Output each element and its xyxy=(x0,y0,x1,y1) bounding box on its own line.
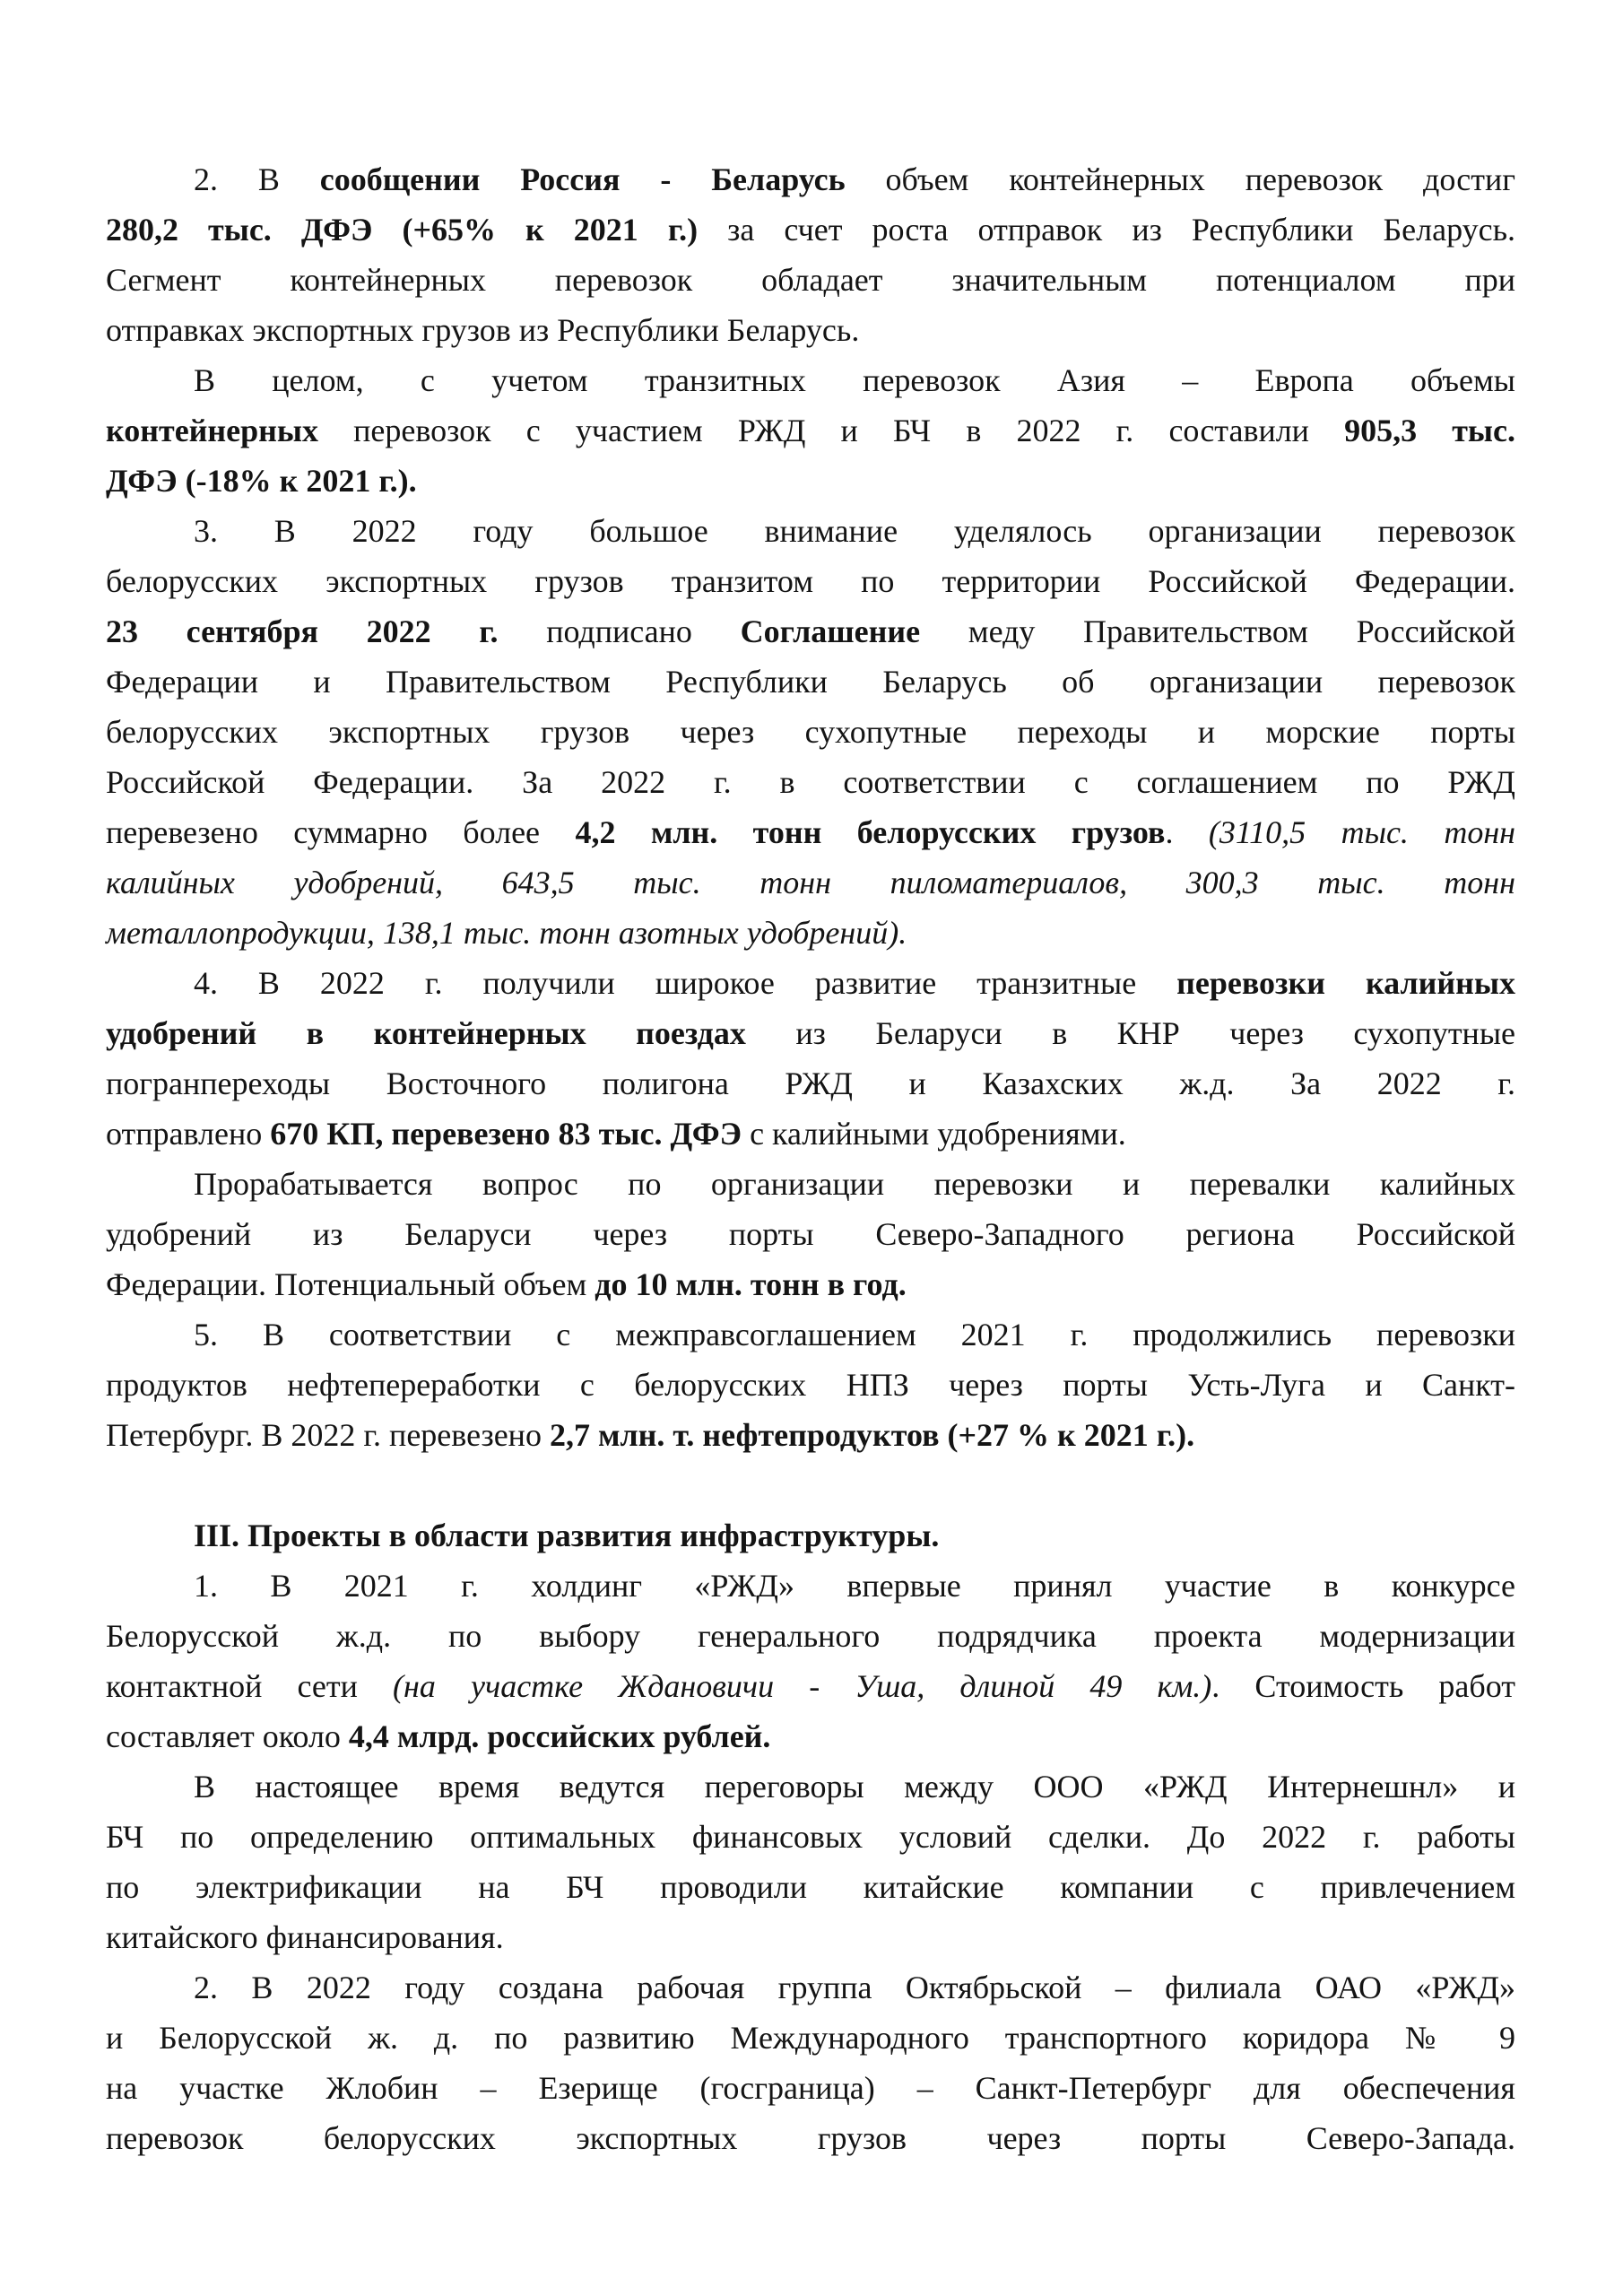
text-line xyxy=(106,1309,1515,1360)
text-line xyxy=(106,1109,1515,1159)
text-line xyxy=(106,857,1515,908)
text-line xyxy=(106,757,1515,807)
text-line xyxy=(106,2013,1515,2063)
text-run: 2. В 2022 году создана рабочая группа Октябрьской – филиала ОАО «РЖД» xyxy=(194,1970,1515,2005)
text-run: Прорабатывается вопрос по организации перевозки и перевалки калийных xyxy=(194,1166,1515,1202)
text-run: (на участке Ждановичи - Уша, длиной 49 км.) xyxy=(393,1668,1212,1704)
text-run: контактной сети xyxy=(106,1668,394,1704)
text-line xyxy=(106,1661,1515,1711)
text-line xyxy=(106,405,1515,456)
text-line xyxy=(106,506,1515,556)
text-run: отправлено xyxy=(106,1116,271,1152)
text-run: Петербург. В 2022 г. перевезено xyxy=(106,1417,550,1453)
text-line xyxy=(106,1209,1515,1259)
text-run: калийных удобрений, 643,5 тыс. тонн пиломатериалов, 300,3 тыс. тонн xyxy=(106,865,1515,900)
text-line xyxy=(106,1058,1515,1109)
text-run: перевозок белорусских экспортных грузов через порты Северо-Запада. xyxy=(106,2120,1515,2156)
text-line xyxy=(106,1711,1515,1761)
text-run: 2. В xyxy=(194,161,320,197)
text-line xyxy=(106,355,1515,405)
text-line xyxy=(106,2113,1515,2163)
text-run: Федерации. Потенциальный объем xyxy=(106,1266,595,1302)
text-run: . xyxy=(898,1266,907,1302)
text-run: погранпереходы Восточного полигона РЖД и Казахских ж.д. За 2022 г. xyxy=(106,1065,1515,1101)
text-line xyxy=(106,1611,1515,1661)
text-run: 4,4 млрд. российских рублей. xyxy=(348,1718,771,1754)
text-run: по электрификации на БЧ проводили китайские компании с привлечением xyxy=(106,1869,1515,1905)
text-run: Белорусской ж.д. по выбору генерального подрядчика проекта модернизации xyxy=(106,1618,1515,1654)
text-run: меду Правительством Российской xyxy=(920,613,1515,649)
text-run: и Белорусской ж. д. по развитию Международного транспортного коридора № 9 xyxy=(106,2020,1515,2056)
text-line xyxy=(106,154,1515,204)
text-run: Российской Федерации. За 2022 г. в соответствии с соглашением по РЖД xyxy=(106,764,1515,800)
text-run: 23 сентября 2022 г. xyxy=(106,613,499,649)
text-line xyxy=(106,707,1515,757)
text-line xyxy=(106,1912,1515,1962)
text-line xyxy=(106,305,1515,355)
text-line xyxy=(106,1561,1515,1611)
text-run: 2,7 млн. т. нефтепродуктов (+27 % к 2021 г.). xyxy=(549,1417,1195,1453)
text-line xyxy=(106,456,1515,506)
text-run: металлопродукции, 138,1 тыс. тонн азотных удобрений). xyxy=(106,915,907,951)
text-run: удобрений из Беларуси через порты Северо-Западного региона Российской xyxy=(106,1216,1515,1252)
text-run: удобрений в контейнерных поездах xyxy=(106,1015,746,1051)
text-line xyxy=(106,958,1515,1008)
text-line xyxy=(106,1410,1515,1460)
text-line xyxy=(106,1259,1515,1309)
text-run: III. Проекты в области развития инфраструктуры. xyxy=(194,1518,940,1553)
text-run: на участке Жлобин – Езерище (госграница) – Санкт-Петербург для обеспечения xyxy=(106,2070,1515,2106)
text-run: Федерации и Правительством Республики Беларусь об организации перевозок xyxy=(106,664,1515,700)
text-line xyxy=(106,1761,1515,1812)
text-run: китайского финансирования. xyxy=(106,1919,504,1955)
text-run: . Стоимость работ xyxy=(1211,1668,1515,1704)
text-run: контейнерных xyxy=(106,413,319,448)
text-run: В целом, с учетом транзитных перевозок Азия – Европа объемы xyxy=(194,362,1515,398)
text-run: белорусских экспортных грузов через сухопутные переходы и морские порты xyxy=(106,714,1515,750)
text-run: сообщении Россия - Беларусь xyxy=(319,161,846,197)
text-run: 4. В 2022 г. получили широкое развитие транзитные xyxy=(194,965,1177,1001)
text-line xyxy=(106,1008,1515,1058)
text-run: БЧ по определению оптимальных финансовых условий сделки. До 2022 г. работы xyxy=(106,1819,1515,1855)
text-run: Сегмент контейнерных перевозок обладает значительным потенциалом при xyxy=(106,262,1515,298)
text-line xyxy=(106,204,1515,255)
text-line xyxy=(106,1812,1515,1862)
text-run: 4,2 млн. тонн белорусских грузов xyxy=(575,814,1166,850)
text-line xyxy=(106,1360,1515,1410)
text-run: объем контейнерных перевозок достиг xyxy=(845,161,1516,197)
text-run: 905,3 тыс. xyxy=(1344,413,1515,448)
text-line xyxy=(106,606,1515,657)
text-run: подписано xyxy=(498,613,741,649)
text-run: продуктов нефтепереработки с белорусских НПЗ через порты Усть-Луга и Санкт- xyxy=(106,1367,1515,1403)
text-run: перевозок с участием РЖД и БЧ в 2022 г. составили xyxy=(318,413,1345,448)
text-line xyxy=(106,1862,1515,1912)
section-heading xyxy=(106,1510,1515,1561)
text-run: 670 КП, перевезено 83 тыс. ДФЭ xyxy=(270,1116,742,1152)
text-line xyxy=(106,255,1515,305)
text-line xyxy=(106,556,1515,606)
text-run: до 10 млн. тонн в год xyxy=(595,1266,898,1302)
text-run: за счет роста отправок из Республики Беларусь. xyxy=(698,212,1515,248)
text-run: белорусских экспортных грузов транзитом по территории Российской Федерации. xyxy=(106,563,1515,599)
text-run: (3110,5 тыс. тонн xyxy=(1208,814,1516,850)
text-line xyxy=(106,2063,1515,2113)
text-line xyxy=(106,1159,1515,1209)
text-run: 1. В 2021 г. холдинг «РЖД» впервые принял участие в конкурсе xyxy=(194,1568,1515,1604)
text-run: отправках экспортных грузов из Республики Беларусь. xyxy=(106,312,860,348)
text-run: составляет около xyxy=(106,1718,349,1754)
text-line xyxy=(106,908,1515,958)
text-run: перевозки калийных xyxy=(1176,965,1515,1001)
text-run: 280,2 тыс. ДФЭ (+65% к 2021 г.) xyxy=(106,212,699,248)
text-run: Соглашение xyxy=(740,613,921,649)
text-line xyxy=(106,1962,1515,2013)
text-run: 3. В 2022 году большое внимание уделялось организации перевозок xyxy=(194,513,1515,549)
document-text xyxy=(106,154,1515,2163)
text-run: . xyxy=(1165,814,1209,850)
text-run: перевезено суммарно более xyxy=(106,814,576,850)
text-run: В настоящее время ведутся переговоры между ООО «РЖД Интернешнл» и xyxy=(194,1769,1515,1805)
text-run: 5. В соответствии с межправсоглашением 2021 г. продолжились перевозки xyxy=(194,1317,1515,1352)
text-run: из Беларуси в КНР через сухопутные xyxy=(745,1015,1515,1051)
text-line xyxy=(106,807,1515,857)
text-line xyxy=(106,657,1515,707)
text-run: с калийными удобрениями. xyxy=(742,1116,1126,1152)
text-run: ДФЭ (-18% к 2021 г.). xyxy=(106,463,417,499)
